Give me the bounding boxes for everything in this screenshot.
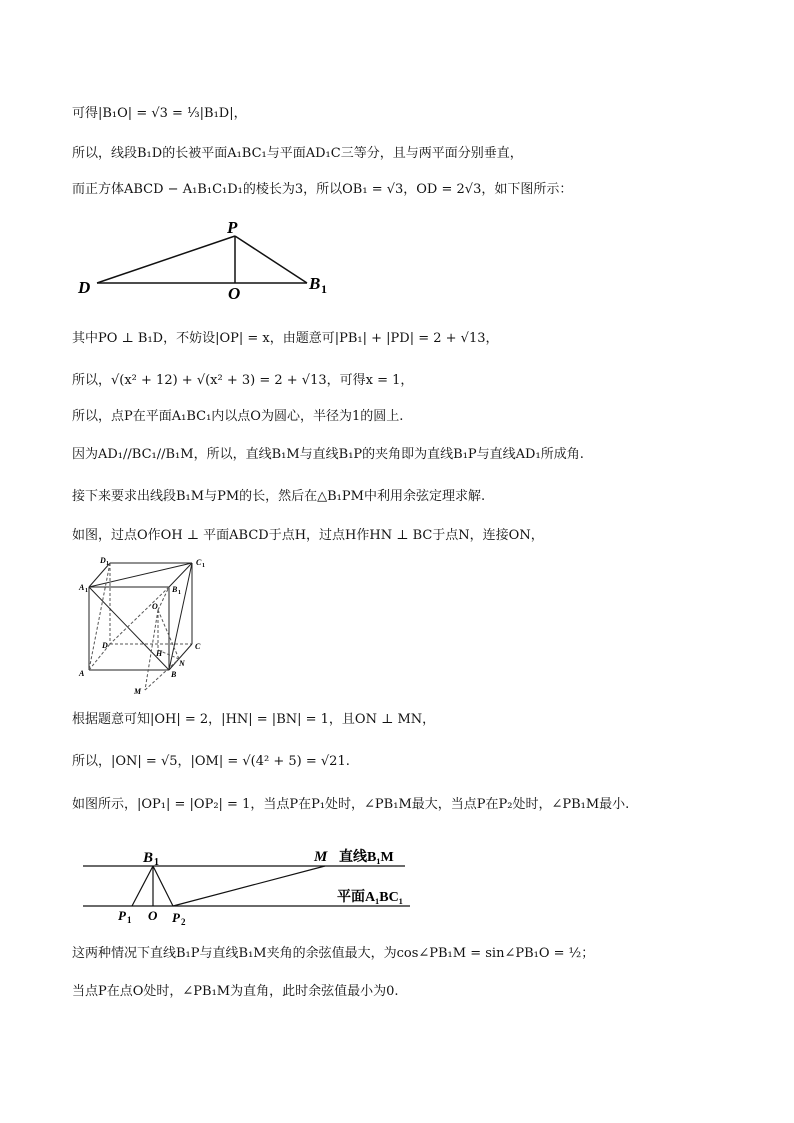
label-b1-sub: 1 (154, 857, 159, 868)
diag-d1-a (89, 563, 110, 670)
label-p1: P (118, 908, 126, 923)
label-m: M (314, 849, 328, 865)
text-line-14: 当点P在点O处时，∠PB₁M为直角，此时余弦值最小为0. (72, 984, 399, 999)
label-p2-sub: 2 (181, 917, 186, 927)
text-line-8: 接下来要求出线段B₁M与PM的长，然后在△B₁PM中利用余弦定理求解. (72, 489, 486, 504)
label-o: O (228, 284, 241, 303)
label-a1: A (79, 583, 85, 592)
label-b1: B (143, 850, 154, 866)
label-o: O (148, 908, 158, 923)
diag-c1-b (169, 563, 192, 670)
text-line-7: 因为AD₁//BC₁//B₁M，所以，直线B₁M与直线B₁P的夹角即为直线B₁P与直线AD₁所成角. (72, 447, 584, 462)
text-line-10: 根据题意可知|OH| = 2，|HN| = |BN| = 1，且ON ⊥ MN， (72, 712, 436, 727)
edge-b1-c1 (169, 563, 192, 587)
diag-a1-c1 (89, 563, 192, 587)
cube-figure (75, 552, 215, 697)
text-line-6: 所以，点P在平面A₁BC₁内以点O为圆心，半径为1的圆上. (72, 409, 404, 424)
text-line-11: 所以，|ON| = √5，|OM| = √(4² + 5) = √21. (72, 754, 350, 769)
label-c: C (195, 642, 201, 651)
label-h: H (156, 649, 163, 658)
line-label: 直线B₁M (339, 850, 394, 865)
label-a1-sub: 1 (85, 588, 88, 594)
text-line-12: 如图所示，|OP₁| = |OP₂| = 1，当点P在P₁处时，∠PB₁M最大，当点P在P₂处时，∠PB₁M最小. (72, 797, 630, 812)
label-d1: D (100, 556, 106, 565)
text-line-2: 所以，线段B₁D的长被平面A₁BC₁与平面AD₁C三等分，且与两平面分别垂直， (72, 146, 523, 161)
text-line-5: 所以，√(x² + 12) + √(x² + 3) = 2 + √13，可得x = 1， (72, 373, 414, 388)
label-p2: P (172, 910, 180, 925)
label-b-sub: 1 (321, 282, 327, 296)
label-o: O (152, 602, 158, 611)
seg-o-b1 (158, 587, 169, 610)
seg-p2-m (173, 866, 325, 906)
label-m: M (134, 687, 142, 696)
segment-pb1 (235, 236, 307, 283)
label-b1-sub: 1 (178, 590, 181, 596)
label-d: D (102, 641, 108, 650)
label-c1-sub: 1 (202, 563, 205, 569)
label-d: D (78, 278, 91, 297)
label-b: B (309, 274, 321, 293)
text-line-4: 其中PO ⊥ B₁D，不妨设|OP| = x，由题意可|PB₁| + |PD| = 2 + √13， (72, 331, 499, 346)
label-p: P (227, 218, 238, 237)
text-line-3: 而正方体ABCD − A₁B₁C₁D₁的棱长为3，所以OB₁ = √3，OD = 2√3，如下图所示： (72, 182, 573, 197)
triangle-figure (75, 215, 355, 305)
parallel-line-figure (75, 842, 425, 927)
segment-dp (97, 236, 235, 283)
label-c1: C (196, 558, 202, 567)
label-d1-sub: 1 (106, 561, 109, 567)
text-line-1: 可得|B₁O| = √3 = ⅓|B₁D|， (72, 106, 247, 121)
label-b1: B (172, 585, 178, 594)
text-line-13: 这两种情况下直线B₁P与直线B₁M夹角的余弦值最大，为cos∠PB₁M = sin∠PB₁O = ½； (72, 946, 595, 961)
seg-b1-p2 (153, 866, 173, 906)
label-a: A (79, 669, 85, 678)
label-n: N (179, 659, 185, 668)
text-line-9: 如图，过点O作OH ⊥ 平面ABCD于点H，过点H作HN ⊥ BC于点N，连接ON， (72, 528, 544, 543)
label-b: B (171, 670, 177, 679)
label-p1-sub: 1 (127, 915, 132, 925)
seg-b1-p1 (132, 866, 153, 906)
plane-label: 平面A₁BC₁ (337, 890, 403, 905)
